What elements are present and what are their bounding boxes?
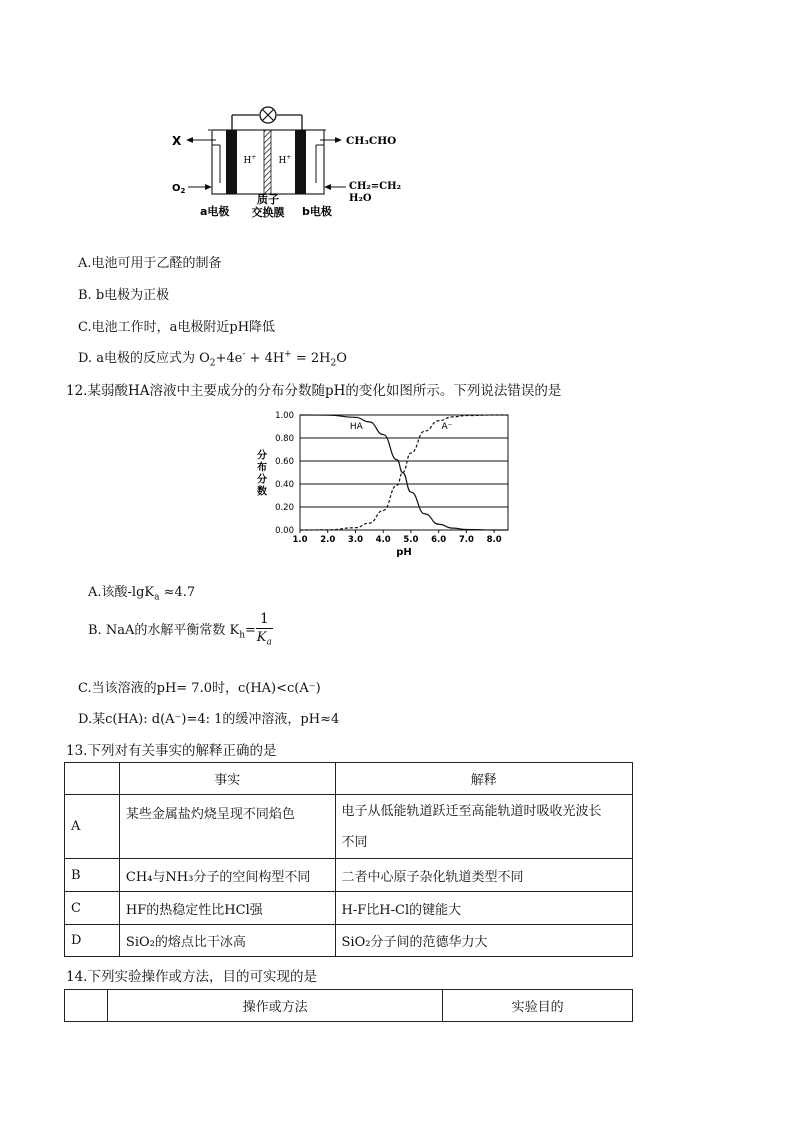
header-cell (65, 763, 120, 795)
row-label: D (65, 925, 120, 957)
explanation-cell: 二者中心原子杂化轨道类型不同 (335, 859, 632, 892)
a-electrode-label: a电极 (200, 205, 230, 218)
table-row (65, 795, 633, 859)
header-cell (65, 990, 108, 1022)
table-row (65, 892, 633, 925)
series-a-line (300, 415, 508, 530)
x-label: X (172, 134, 182, 148)
y-axis-label-char: 布 (257, 462, 267, 474)
q12-title: 12.某弱酸HA溶液中主要成分的分布分数随pH的变化如图所示。下列说法错误的是 (66, 383, 562, 399)
q14-table (64, 989, 633, 1022)
x-axis-label: pH (396, 547, 412, 558)
fact-cell: SiO₂的熔点比干冰高 (119, 925, 335, 957)
fact-cell: CH₄与NH₃分子的空间构型不同 (119, 859, 335, 892)
y-axis-label-char: 数 (257, 486, 267, 498)
header-cell: 实验目的 (443, 990, 633, 1022)
y-axis-label-char: 分 (257, 450, 267, 462)
fuel-cell-diagram (168, 103, 408, 225)
electrode-a (226, 130, 237, 194)
x-tick-label: 1.0 (292, 535, 308, 545)
x-tick-label: 2.0 (320, 535, 336, 545)
table-header-row (65, 763, 633, 795)
explanation-cell: SiO₂分子间的范德华力大 (335, 925, 632, 957)
header-cell: 操作或方法 (107, 990, 442, 1022)
y-tick-label: 0.00 (275, 526, 294, 536)
b-electrode-label: b电极 (302, 205, 332, 218)
header-cell: 事实 (119, 763, 335, 795)
q14-title: 14.下列实验操作或方法，目的可实现的是 (66, 969, 317, 985)
reactant-water-label: H₂O (349, 193, 372, 204)
membrane-label-2: 交换膜 (251, 206, 285, 219)
x-tick-label: 5.0 (403, 535, 419, 545)
table-header-row (65, 990, 633, 1022)
row-label: A (65, 795, 120, 859)
q11-option-d: D. a电极的反应式为 $O_2+4e^- + 4H^+ = 2H_2O$ (78, 349, 347, 369)
table-row (65, 859, 633, 892)
fraction-1-over-ka: $\frac{1}{K_a}$ (256, 611, 272, 648)
q12-option-c: C.当该溶液的pH= 7.0时，c(HA)<c(A⁻) (78, 681, 321, 696)
y-tick-label: 0.20 (275, 503, 294, 513)
q12-option-d: D.某c(HA): d(A⁻)=4: 1的缓冲溶液，pH≈4 (78, 712, 340, 727)
fact-cell: HF的热稳定性比HCl强 (119, 892, 335, 925)
x-tick-label: 8.0 (486, 535, 502, 545)
row-label: C (65, 892, 120, 925)
explanation-cell: 电子从低能轨道跃迁至高能轨道时吸收光波长 不同 (335, 795, 632, 859)
row-label: B (65, 859, 120, 892)
q11-option-a: A.电池可用于乙醛的制备 (78, 256, 222, 271)
y-tick-label: 0.80 (275, 434, 294, 444)
y-axis-label (257, 449, 267, 498)
reactant-ethylene-label: CH₂=CH₂ (349, 181, 401, 192)
q13-table (64, 762, 633, 957)
q12-option-b: B. NaA的水解平衡常数 $K_h=$ $\frac{1}{K_a}$ (88, 611, 272, 648)
header-cell: 解释 (335, 763, 632, 795)
x-tick-label: 3.0 (347, 535, 363, 545)
distribution-chart (250, 405, 530, 565)
y-tick-label: 0.40 (275, 480, 294, 490)
y-tick-label: 0.60 (275, 457, 294, 467)
explanation-cell: H-F比H-Cl的键能大 (335, 892, 632, 925)
series-label-a: A⁻ (441, 421, 453, 432)
x-tick-label: 6.0 (431, 535, 447, 545)
q13-title: 13.下列对有关事实的解释正确的是 (66, 743, 277, 759)
h-ion-left: H+ (243, 154, 257, 166)
membrane-label-1: 质子 (257, 193, 279, 206)
q11-option-c: C.电池工作时，a电极附近pH降低 (78, 320, 276, 335)
series-label-ha: HA (349, 421, 363, 432)
q11-option-b: B. b电极为正极 (78, 288, 170, 303)
o2-label: $O_2$ (172, 183, 186, 195)
table-row (65, 925, 633, 957)
electrode-b (295, 130, 306, 194)
fact-cell: 某些金属盐灼烧呈现不同焰色 (119, 795, 335, 859)
h-ion-right: H+ (278, 154, 292, 166)
bulb-icon (260, 107, 276, 123)
x-tick-label: 4.0 (375, 535, 391, 545)
q12-option-a: A.该酸-lgK$_a$ ≈4.7 (88, 585, 196, 603)
proton-exchange-membrane (264, 130, 271, 194)
product-label: CH₃CHO (346, 135, 397, 147)
y-tick-label: 1.00 (275, 411, 294, 421)
x-tick-label: 7.0 (458, 535, 474, 545)
y-axis-label-char: 分 (257, 474, 267, 486)
